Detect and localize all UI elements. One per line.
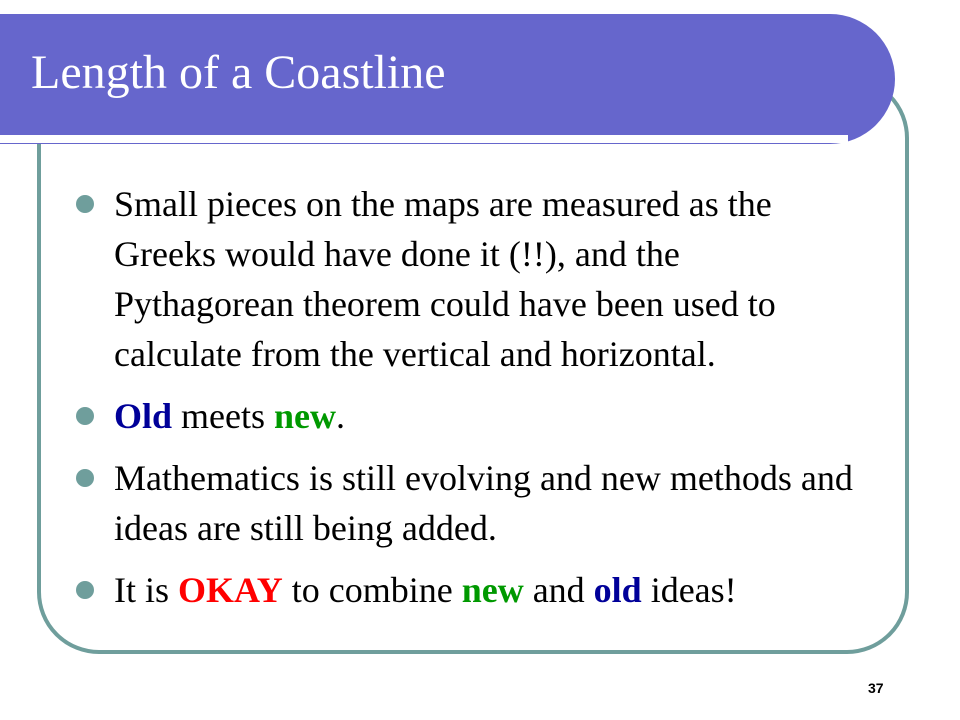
keyword-old: old xyxy=(593,570,642,610)
keyword-new: new xyxy=(461,570,524,610)
bullet-text-segment: to combine xyxy=(282,570,462,610)
bullet-text: Small pieces on the maps are measured as the Greeks would have done it (!!), and the Pythagorean theorem could have been used to calculate from the vertical and horizontal. xyxy=(114,184,776,374)
keyword-new: new xyxy=(274,396,337,436)
bullet-dot-icon xyxy=(76,195,94,213)
bullet-text-segment: and xyxy=(523,570,594,610)
bullet-text-segment: It is xyxy=(114,570,179,610)
bullet-item xyxy=(76,453,866,553)
keyword-okay: OKAY xyxy=(178,570,283,610)
bullet-text xyxy=(114,565,866,615)
bullet-item xyxy=(76,179,866,379)
bullet-text-segment: meets xyxy=(172,396,275,436)
bullet-item xyxy=(76,565,866,615)
bullet-list xyxy=(76,179,866,627)
slide-title: Length of a Coastline xyxy=(31,46,446,99)
bullet-item xyxy=(76,391,866,441)
bullet-dot-icon xyxy=(76,581,94,599)
bullet-text: Mathematics is still evolving and new methods and ideas are still being added. xyxy=(114,458,853,548)
page-number: 37 xyxy=(868,680,884,696)
bullet-text-segment: ideas! xyxy=(641,570,737,610)
bullet-dot-icon xyxy=(76,407,94,425)
title-underline xyxy=(0,135,848,143)
bullet-dot-icon xyxy=(76,469,94,487)
bullet-text-segment: . xyxy=(336,396,346,436)
keyword-old: Old xyxy=(114,396,173,436)
bullet-text xyxy=(114,391,866,441)
